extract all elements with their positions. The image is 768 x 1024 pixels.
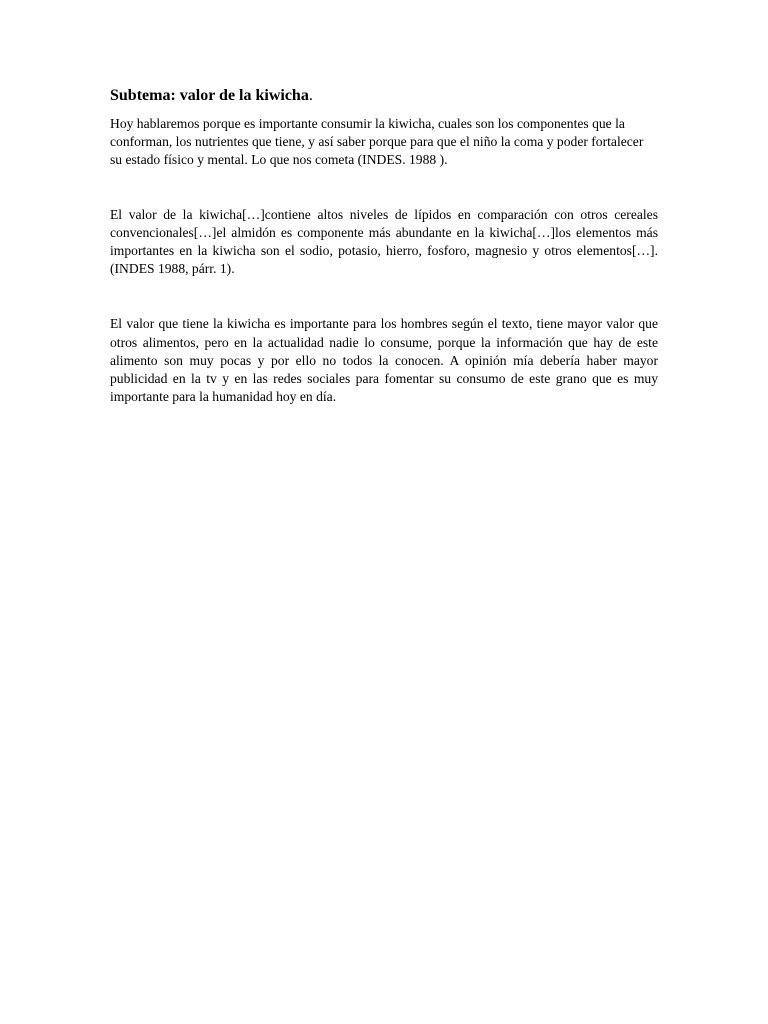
title-text: Subtema: valor de la kiwicha <box>110 87 309 104</box>
paragraph-quote: El valor de la kiwicha[…]contiene altos niveles de lípidos en comparación con otros cereales convencionales[…]el almidón es componente más abundante en la kiwicha[…]los elementos más importantes en la kiwicha son el sodio, potasio, hierro, fosforo, magnesio y otros elementos[…].(INDES 1988, párr. 1). <box>110 206 658 277</box>
title-period: . <box>308 87 313 104</box>
paragraph-intro: Hoy hablaremos porque es importante consumir la kiwicha, cuales son los componentes que la conforman, los nutrientes que tiene, y así saber porque para que el niño la coma y poder fortalecer su estado físico y mental. Lo que nos cometa (INDES. 1988 ). <box>110 116 644 168</box>
document-page <box>110 86 658 406</box>
paragraph-opinion: El valor que tiene la kiwicha es importante para los hombres según el texto, tiene mayor valor que otros alimentos, pero en la actualidad nadie lo consume, porque la información que hay de este alimento son muy pocas y por ello no todos la conocen. A opinión mía debería haber mayor publicidad en la tv y en las redes sociales para fomentar su consumo de este grano que es muy importante para la humanidad hoy en día. <box>110 316 658 405</box>
document-title <box>110 86 658 106</box>
